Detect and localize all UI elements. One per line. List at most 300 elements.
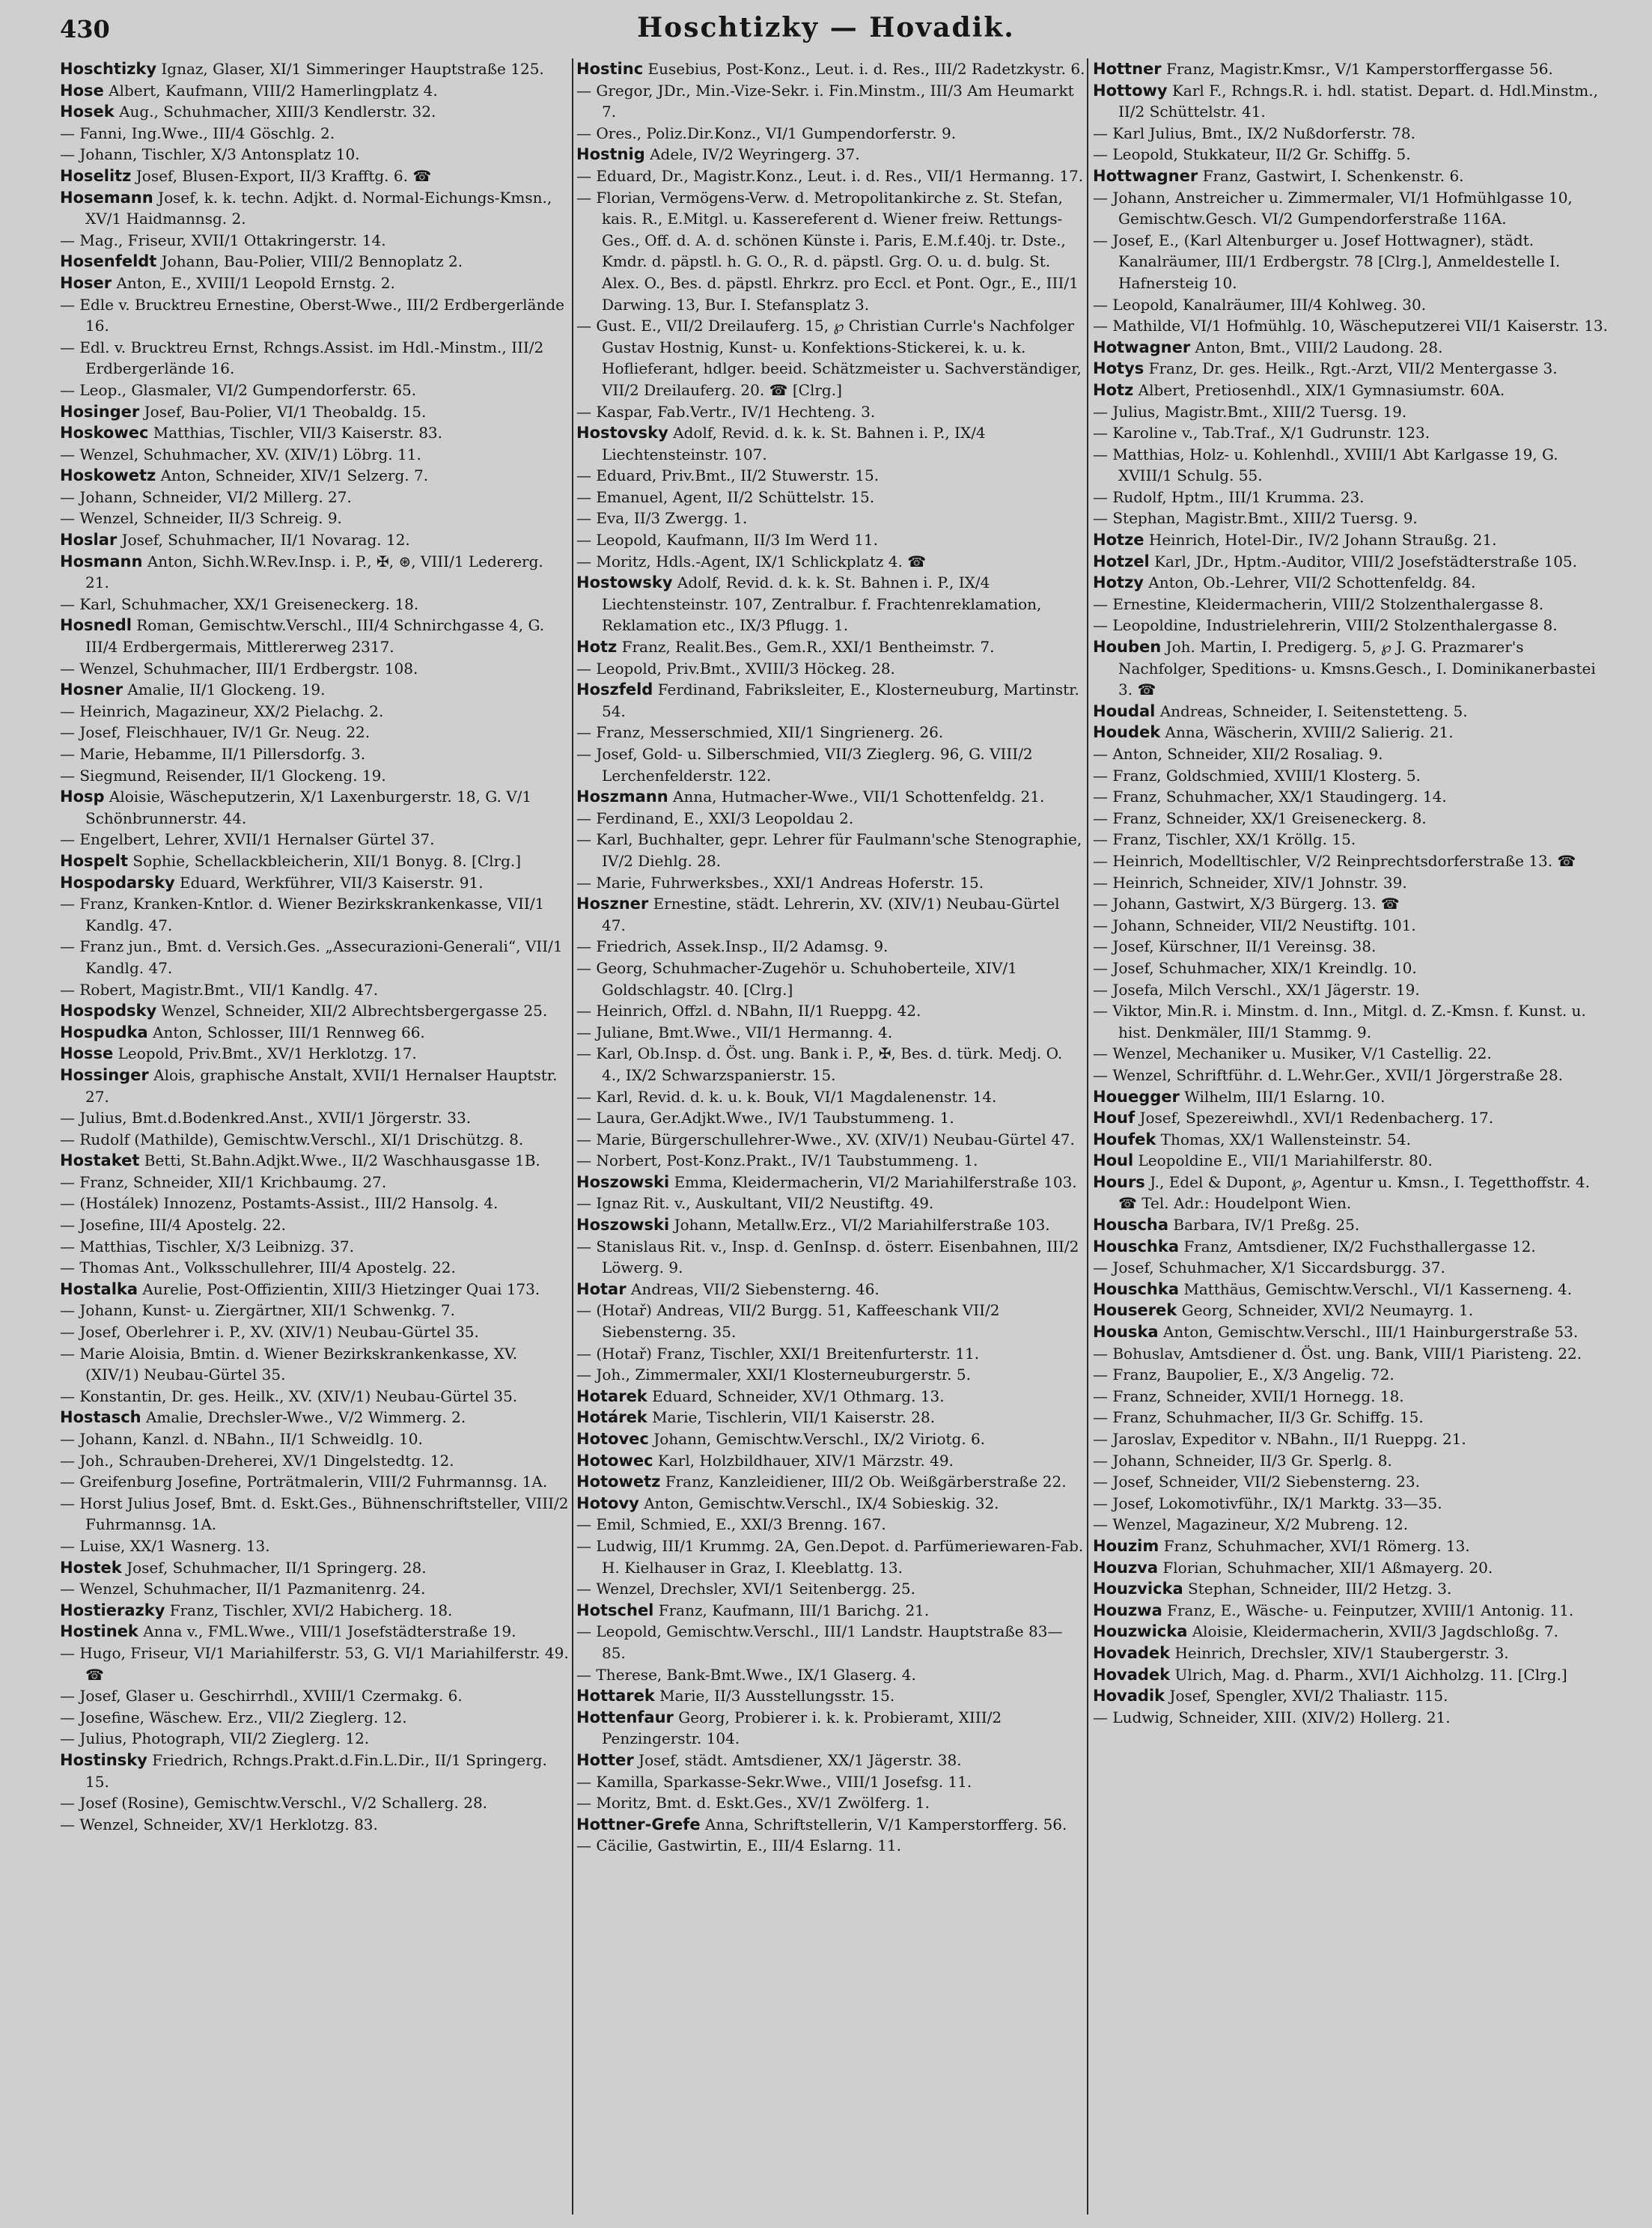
entry-details: Anna, Wäscherin, XVIII/2 Salierig. 21. — [1160, 723, 1454, 742]
directory-entry — [576, 829, 1085, 871]
directory-entry — [576, 1150, 1085, 1172]
directory-entry — [60, 893, 569, 936]
directory-entry — [60, 551, 569, 594]
directory-entry — [60, 701, 569, 722]
entry-details: — Leopold, Stukkateur, II/2 Gr. Schiffg. 5. — [1093, 145, 1411, 164]
entry-details: Anna, Hutmacher-Wwe., VII/1 Schottenfeldg. 21. — [668, 788, 1045, 806]
directory-entry — [1093, 743, 1609, 765]
directory-entry — [576, 1428, 1085, 1450]
directory-entry — [1093, 1514, 1609, 1535]
directory-entry — [60, 765, 569, 787]
directory-entry — [576, 1343, 1085, 1365]
directory-entry — [576, 572, 1085, 636]
entry-details: Andreas, Schneider, I. Seitenstetteng. 5. — [1155, 701, 1468, 720]
entry-details: Thomas, XX/1 Wallensteinstr. 54. — [1156, 1130, 1411, 1148]
entry-details: Adolf, Revid. d. k. k. St. Bahnen i. P., IX/4 Liechtensteinstr. 107. — [602, 424, 986, 463]
entry-details: — Heinrich, Schneider, XIV/1 Johnstr. 39. — [1093, 873, 1407, 892]
entry-details: — Georg, Schuhmacher-Zugehör u. Schuhoberteile, XIV/1 Goldschlagstr. 40. [Clrg.] — [576, 958, 1017, 999]
entry-details: Franz, Tischler, XVI/2 Habicherg. 18. — [165, 1601, 453, 1619]
entry-details: — Johann, Schneider, II/3 Gr. Sperlg. 8. — [1093, 1451, 1392, 1470]
directory-entry — [1093, 786, 1609, 808]
entry-details: — Leopold, Kanalräumer, III/4 Kohlweg. 30. — [1093, 295, 1427, 314]
entry-details: — Franz jun., Bmt. d. Versich.Ges. „Assecurazioni-Generali“, VII/1 Kandlg. 47. — [60, 937, 563, 977]
entry-details: — Matthias, Tischler, X/3 Leibnizg. 37. — [60, 1237, 354, 1255]
entry-details: Wilhelm, III/1 Eslarng. 10. — [1179, 1087, 1386, 1106]
entry-details: — Josef, Schuhmacher, X/1 Siccardsburgg. 37. — [1093, 1258, 1445, 1277]
entry-details: — Edl. v. Brucktreu Ernst, Rchngs.Assist. im Hdl.-Minstm., III/2 Erdbergerlände 16. — [60, 338, 544, 378]
entry-surname: Hosenfeldt — [60, 252, 157, 271]
directory-entry — [576, 422, 1085, 465]
directory-entry — [60, 508, 569, 529]
entry-details: — Eduard, Dr., Magistr.Konz., Leut. i. d. Res., VII/1 Hermanng. 17. — [576, 166, 1084, 185]
entry-details: — Ludwig, III/1 Krummg. 2A, Gen.Depot. d. Parfümeriewaren-Fab. H. Kielhauser in Graz, I. Kleeblattg. 13. — [576, 1536, 1084, 1577]
directory-entry — [60, 465, 569, 487]
entry-details: Franz, Dr. ges. Heilk., Rgt.-Arzt, VII/2 Mentergasse 3. — [1144, 359, 1558, 378]
entry-details: Anna, Schriftstellerin, V/1 Kamperstorfferg. 56. — [700, 1815, 1067, 1833]
directory-entry — [576, 1407, 1085, 1428]
directory-entry — [576, 786, 1085, 808]
entry-details: Anton, Schlosser, III/1 Rennweg 66. — [147, 1023, 425, 1041]
entry-surname: Hotzel — [1093, 552, 1150, 570]
directory-entry — [60, 1750, 569, 1792]
entry-details: — Joh., Schrauben-Dreherei, XV/1 Dingelstedtg. 12. — [60, 1451, 454, 1470]
entry-surname: Hospodarsky — [60, 873, 175, 892]
directory-entry — [1093, 1343, 1609, 1365]
directory-entry — [1093, 1236, 1609, 1258]
entry-details: — Thomas Ant., Volksschullehrer, III/4 Apostelg. 22. — [60, 1258, 456, 1277]
entry-surname: Hovadek — [1093, 1643, 1171, 1662]
entry-details: — Heinrich, Magazineur, XX/2 Pielachg. 2. — [60, 701, 384, 720]
entry-details: — (Hotař) Franz, Tischler, XXI/1 Breitenfurterstr. 11. — [576, 1344, 980, 1363]
entry-details: — Johann, Anstreicher u. Zimmermaler, VI/1 Hofmühlgasse 10, Gemischtw.Gesch. VI/2 Gumpendorferstraße 116A. — [1093, 188, 1573, 228]
directory-entry — [576, 1107, 1085, 1129]
directory-entry — [60, 1300, 569, 1321]
directory-entry — [576, 401, 1085, 423]
entry-surname: Houfek — [1093, 1130, 1156, 1148]
entry-details: — Wenzel, Mechaniker u. Musiker, V/1 Castellig. 22. — [1093, 1044, 1492, 1063]
directory-entry — [1093, 294, 1609, 316]
entry-details: — Josef, Glaser u. Geschirrhdl., XVIII/1 Czermakg. 6. — [60, 1687, 463, 1705]
directory-entry — [1093, 144, 1609, 165]
directory-entry — [1093, 358, 1609, 380]
directory-entry — [576, 165, 1085, 187]
entry-details: — Ignaz Rit. v., Auskultant, VII/2 Neustiftg. 49. — [576, 1194, 934, 1213]
directory-entry — [1093, 722, 1609, 743]
entry-surname: Hose — [60, 81, 104, 100]
entry-details: Franz, Gastwirt, I. Schenkenstr. 6. — [1198, 166, 1464, 185]
entry-surname: Hoskowetz — [60, 466, 156, 485]
entry-surname: Hospudka — [60, 1023, 148, 1041]
entry-details: — (Hostálek) Innozenz, Postamts-Assist., III/2 Hansolg. 4. — [60, 1194, 499, 1213]
directory-entry — [576, 1535, 1085, 1578]
entry-details: — Johann, Kanzl. d. NBahn., II/1 Schweidlg. 10. — [60, 1430, 423, 1448]
directory-entry — [60, 743, 569, 765]
entry-details: — Leop., Glasmaler, VI/2 Gumpendorferstr. 65. — [60, 380, 417, 399]
entry-surname: Hottner-Grefe — [576, 1815, 701, 1833]
directory-entry — [576, 1364, 1085, 1386]
directory-entry — [60, 1600, 569, 1622]
entry-details: — Laura, Ger.Adjkt.Wwe., IV/1 Taubstummeng. 1. — [576, 1109, 954, 1127]
directory-entry — [1093, 808, 1609, 830]
entry-details: — Luise, XX/1 Wasnerg. 13. — [60, 1536, 270, 1555]
directory-entry — [1093, 1578, 1609, 1600]
entry-details: — Cäcilie, Gastwirtin, E., III/4 Eslarng. 11. — [576, 1836, 901, 1855]
directory-entry — [1093, 1685, 1609, 1707]
entry-details: Anton, Gemischtw.Verschl., IX/4 Sobieskig. 32. — [638, 1494, 999, 1512]
entry-surname: Houschka — [1093, 1279, 1179, 1298]
entry-surname: Hosinger — [60, 402, 140, 421]
directory-entry — [1093, 594, 1609, 615]
directory-entry — [60, 1643, 569, 1685]
entry-details: — Leopold, Kaufmann, II/3 Im Werd 11. — [576, 531, 878, 550]
entry-details: — Wenzel, Drechsler, XVI/1 Seitenbergg. 25. — [576, 1580, 915, 1598]
entry-surname: Hosp — [60, 788, 105, 806]
entry-details: Ulrich, Mag. d. Pharm., XVI/1 Aichholzg. 11. [Clrg.] — [1170, 1665, 1567, 1684]
entry-details: — Fanni, Ing.Wwe., III/4 Göschlg. 2. — [60, 124, 335, 142]
entry-details: — Ferdinand, E., XXI/3 Leopoldau 2. — [576, 809, 854, 827]
entry-details: Karl, Holzbildhauer, XIV/1 Märzstr. 49. — [653, 1451, 954, 1470]
entry-details: — Franz, Tischler, XX/1 Kröllg. 15. — [1093, 830, 1356, 849]
entry-details: — Marie, Bürgerschullehrer-Wwe., XV. (XIV/1) Neubau-Gürtel 47. — [576, 1130, 1075, 1148]
directory-entry — [1093, 701, 1609, 722]
directory-entry — [1093, 1043, 1609, 1065]
directory-entry — [576, 487, 1085, 508]
entry-details: Heinrich, Hotel-Dir., IV/2 Johann Straußg. 21. — [1144, 531, 1497, 550]
directory-entry — [576, 636, 1085, 658]
directory-entry — [576, 1792, 1085, 1814]
directory-entry — [60, 615, 569, 657]
directory-entry — [576, 1236, 1085, 1279]
entry-details: Matthäus, Gemischtw.Verschl., VI/1 Kasserneng. 4. — [1179, 1279, 1573, 1298]
entry-surname: Houegger — [1093, 1087, 1180, 1106]
entry-details: — Julius, Photograph, VII/2 Zieglerg. 12. — [60, 1729, 370, 1748]
directory-entry — [1093, 1600, 1609, 1622]
entry-details: — Josef, Schuhmacher, XIX/1 Kreindlg. 10. — [1093, 958, 1417, 977]
directory-entry — [60, 1386, 569, 1407]
directory-entry — [576, 1300, 1085, 1342]
directory-entry — [1093, 1428, 1609, 1450]
entry-details: — Johann, Gastwirt, X/3 Bürgerg. 13. ☎ — [1093, 895, 1400, 913]
directory-entry — [60, 1193, 569, 1214]
entry-details: — Stanislaus Rit. v., Insp. d. GenInsp. d. österr. Eisenbahnen, III/2 Löwerg. 9. — [576, 1237, 1079, 1277]
directory-entry — [60, 1150, 569, 1172]
entry-details: — Karl, Ob.Insp. d. Öst. ung. Bank i. P., ✠, Bes. d. türk. Medj. O. 4., IX/2 Schwarzspanierstr. 15. — [576, 1044, 1063, 1084]
entry-details: — Heinrich, Offzl. d. NBahn, II/1 Rueppg. 42. — [576, 1002, 921, 1020]
entry-surname: Hoszowski — [576, 1172, 670, 1191]
entry-details: — Franz, Goldschmied, XVIII/1 Klosterg. 5. — [1093, 766, 1421, 785]
entry-details: Anton, Sichh.W.Rev.Insp. i. P., ✠, ⊛, VIII/1 Ledererg. 21. — [85, 552, 543, 592]
entry-details: Aloisie, Wäscheputzerin, X/1 Laxenburgerstr. 18, G. V/1 Schönbrunnerstr. 44. — [85, 788, 532, 827]
entry-details: — Franz, Messerschmied, XII/1 Singrienerg. 26. — [576, 723, 944, 742]
directory-entry — [60, 786, 569, 829]
entry-details: — Friedrich, Assek.Insp., II/2 Adamsg. 9. — [576, 937, 889, 956]
page-number: 430 — [60, 15, 110, 43]
column-divider — [572, 58, 573, 2215]
directory-entry — [1093, 1172, 1609, 1214]
entry-details: Ignaz, Glaser, XI/1 Simmeringer Hauptstraße 125. — [156, 60, 544, 78]
entry-surname: Houzim — [1093, 1536, 1159, 1555]
entry-details: Josef, Spengler, XVI/2 Thaliastr. 115. — [1165, 1687, 1448, 1705]
running-title: Hoschtizky — Hovadik. — [637, 12, 1015, 43]
directory-entry — [60, 1792, 569, 1814]
directory-entry — [60, 1214, 569, 1236]
directory-entry — [576, 58, 1085, 80]
entry-details: — Wenzel, Schuhmacher, III/1 Erdbergstr. 108. — [60, 659, 418, 678]
entry-surname: Houdal — [1093, 701, 1156, 720]
directory-entry — [1093, 508, 1609, 529]
entry-surname: Hostierazky — [60, 1601, 165, 1619]
directory-entry — [60, 1107, 569, 1129]
directory-entry — [60, 850, 569, 872]
entry-details: Karl F., Rchngs.R. i. hdl. statist. Depart. d. Hdl.Minstm., II/2 Schüttelstr. 41. — [1118, 81, 1598, 121]
entry-details: — Josefine, III/4 Apostelg. 22. — [60, 1216, 286, 1235]
entry-details: Josef, städt. Amtsdiener, XX/1 Jägerstr. 38. — [633, 1750, 962, 1769]
directory-entry — [576, 315, 1085, 401]
entry-details: — Hugo, Friseur, VI/1 Mariahilferstr. 53, G. VI/1 Mariahilferstr. 49. ☎ — [60, 1643, 569, 1684]
entry-details: — Karl, Buchhalter, gepr. Lehrer für Faulmann'sche Stenographie, IV/2 Diehlg. 28. — [576, 830, 1082, 870]
directory-entry — [60, 979, 569, 1001]
directory-entry — [1093, 1471, 1609, 1493]
entry-surname: Houf — [1093, 1109, 1136, 1127]
directory-entry — [576, 1771, 1085, 1793]
entry-details: Albert, Kaufmann, VIII/2 Hamerlingplatz 4. — [103, 81, 438, 100]
directory-entry — [60, 1000, 569, 1022]
entry-surname: Hosner — [60, 681, 124, 699]
directory-entry — [1093, 1493, 1609, 1515]
directory-entry — [1093, 401, 1609, 423]
entry-surname: Hoselitz — [60, 166, 132, 185]
directory-entry — [60, 1557, 569, 1579]
directory-entry — [1093, 1621, 1609, 1643]
directory-entry — [576, 1279, 1085, 1300]
entry-details: Friedrich, Rchngs.Prakt.d.Fin.L.Dir., II/1 Springerg. 15. — [85, 1750, 547, 1791]
directory-entry — [1093, 123, 1609, 144]
entry-surname: Hovadik — [1093, 1687, 1165, 1705]
directory-entry — [576, 1043, 1085, 1086]
directory-entry — [576, 123, 1085, 144]
directory-entry — [60, 422, 569, 444]
entry-surname: Hotzy — [1093, 573, 1144, 592]
directory-entry — [1093, 422, 1609, 444]
directory-entry — [60, 294, 569, 337]
directory-entry — [576, 144, 1085, 165]
entry-surname: Hosmann — [60, 552, 143, 570]
entry-details: — Norbert, Post-Konz.Prakt., IV/1 Taubstummeng. 1. — [576, 1151, 978, 1170]
directory-entry — [60, 1685, 569, 1707]
entry-surname: Hoser — [60, 273, 112, 292]
directory-entry — [576, 722, 1085, 743]
directory-entry — [1093, 765, 1609, 787]
entry-surname: Hotze — [1093, 531, 1144, 550]
entry-surname: Houzvicka — [1093, 1580, 1183, 1598]
directory-entry — [576, 743, 1085, 786]
entry-details: — Edle v. Brucktreu Ernestine, Oberst-Wwe., III/2 Erdbergerlände 16. — [60, 295, 564, 335]
entry-surname: Houzva — [1093, 1558, 1159, 1577]
directory-entry — [1093, 187, 1609, 230]
entry-details: — Wenzel, Schriftführ. d. L.Wehr.Ger., XVII/1 Jörgerstraße 28. — [1093, 1065, 1563, 1084]
directory-entry — [576, 936, 1085, 958]
entry-details: — Josef, Fleischhauer, IV/1 Gr. Neug. 22. — [60, 723, 371, 742]
entry-details: Franz, E., Wäsche- u. Feinputzer, XVIII/1 Antonig. 11. — [1162, 1601, 1574, 1619]
directory-entry — [1093, 1321, 1609, 1343]
entry-details: — Anton, Schneider, XII/2 Rosaliag. 9. — [1093, 745, 1383, 763]
directory-entry — [60, 722, 569, 743]
directory-entry — [1093, 58, 1609, 80]
entry-details: Betti, St.Bahn.Adjkt.Wwe., II/2 Waschhausgasse 1B. — [139, 1151, 540, 1170]
entry-details: — Karl Julius, Bmt., IX/2 Nußdorferstr. 78. — [1093, 124, 1415, 142]
entry-surname: Hossinger — [60, 1065, 149, 1084]
directory-entry — [60, 1621, 569, 1643]
entry-surname: Houben — [1093, 638, 1162, 657]
entry-surname: Hottwagner — [1093, 166, 1198, 185]
entry-details: — Franz, Schneider, XII/1 Krichbaumg. 27. — [60, 1172, 387, 1191]
directory-entry — [60, 401, 569, 423]
entry-surname: Houscha — [1093, 1216, 1169, 1235]
directory-entry — [576, 551, 1085, 573]
entry-surname: Hotwagner — [1093, 338, 1191, 356]
entry-details: Josef, Bau-Polier, VI/1 Theobaldg. 15. — [139, 402, 427, 421]
directory-entry — [60, 1707, 569, 1729]
page-header — [0, 0, 1652, 52]
entry-details: Aloisie, Kleidermacherin, XVII/3 Jagdschloßg. 7. — [1187, 1622, 1558, 1641]
directory-entry — [1093, 1535, 1609, 1557]
entry-details: — Ludwig, Schneider, XIII. (XIV/2) Hollerg. 21. — [1093, 1708, 1451, 1726]
directory-entry — [60, 187, 569, 230]
directory-entry — [60, 872, 569, 894]
directory-entry — [1093, 551, 1609, 573]
entry-details: Adolf, Revid. d. k. k. St. Bahnen i. P., IX/4 Liechtensteinstr. 107, Zentralbur. f. Frachtenreklamation, Reklamation etc., IX/3 Pflugg. 1. — [602, 573, 1042, 635]
directory-entry — [576, 529, 1085, 551]
entry-surname: Hoschtizky — [60, 60, 157, 78]
directory-entry — [60, 1814, 569, 1836]
directory-entry — [1093, 1065, 1609, 1086]
entry-surname: Hours — [1093, 1172, 1145, 1191]
entry-details: Ferdinand, Fabriksleiter, E., Klosterneuburg, Martinstr. 54. — [602, 681, 1079, 720]
entry-details: Barbara, IV/1 Preßg. 25. — [1168, 1216, 1360, 1235]
directory-entry — [1093, 1129, 1609, 1151]
entry-surname: Hostovsky — [576, 424, 668, 442]
directory-entry — [60, 230, 569, 252]
entry-details: — Rudolf (Mathilde), Gemischtw.Verschl., XI/1 Drischützg. 8. — [60, 1130, 524, 1148]
directory-entry — [60, 101, 569, 123]
entry-details: Franz, Schuhmacher, XVI/1 Römerg. 13. — [1159, 1536, 1470, 1555]
directory-entry — [1093, 1279, 1609, 1300]
entry-surname: Hottowy — [1093, 81, 1168, 100]
entry-details: — Josef (Rosine), Gemischtw.Verschl., V/2 Schallerg. 28. — [60, 1794, 488, 1812]
directory-entry — [576, 893, 1085, 936]
entry-details: — Leopold, Gemischtw.Verschl., III/1 Landstr. Hauptstraße 83—85. — [576, 1622, 1063, 1662]
entry-surname: Hospelt — [60, 851, 129, 870]
directory-entry — [60, 1471, 569, 1493]
entry-details: — Heinrich, Modelltischler, V/2 Reinprechtsdorferstraße 13. ☎ — [1093, 851, 1576, 870]
entry-details: Franz, Realit.Bes., Gem.R., XXI/1 Bentheimstr. 7. — [617, 638, 995, 657]
entry-details: Anton, Schneider, XIV/1 Selzerg. 7. — [156, 466, 429, 485]
directory-entry — [60, 1407, 569, 1428]
entry-details: Karl, JDr., Hptm.-Auditor, VIII/2 Josefstädterstraße 105. — [1149, 552, 1577, 570]
entry-details: Marie, II/3 Ausstellungsstr. 15. — [654, 1687, 895, 1705]
entry-details: — Emanuel, Agent, II/2 Schüttelstr. 15. — [576, 487, 875, 506]
entry-details: — Josef, Kürschner, II/1 Vereinsg. 38. — [1093, 937, 1377, 956]
directory-entry — [1093, 1214, 1609, 1236]
directory-entry — [576, 658, 1085, 680]
entry-details: Amalie, Drechsler-Wwe., V/2 Wimmerg. 2. — [141, 1408, 466, 1427]
column-2 — [576, 58, 1085, 2215]
entry-surname: Hoszowski — [576, 1216, 670, 1235]
entry-details: Anton, Gemischtw.Verschl., III/1 Hainburgerstraße 53. — [1158, 1323, 1579, 1342]
directory-entry — [1093, 872, 1609, 894]
entry-details: — Leopoldine, Industrielehrerin, VIII/2 Stolzenthalergasse 8. — [1093, 616, 1558, 635]
directory-entry — [60, 529, 569, 551]
directory-entry — [576, 958, 1085, 1000]
entry-surname: Hotarek — [576, 1387, 647, 1405]
entry-details: — Marie Aloisia, Bmtin. d. Wiener Bezirkskrankenkasse, XV. (XIV/1) Neubau-Gürtel 35. — [60, 1344, 518, 1384]
entry-details: — Karoline v., Tab.Traf., X/1 Gudrunstr. 123. — [1093, 424, 1430, 442]
entry-details: Anton, Ob.-Lehrer, VII/2 Schottenfeldg. 84. — [1143, 573, 1476, 592]
entry-details: — Horst Julius Josef, Bmt. d. Eskt.Ges., Bühnenschriftsteller, VIII/2 Fuhrmannsg. 1A. — [60, 1494, 569, 1534]
directory-entry — [60, 273, 569, 294]
directory-entry — [576, 1129, 1085, 1151]
directory-entry — [60, 1578, 569, 1600]
entry-details: Josef, k. k. techn. Adjkt. d. Normal-Eichungs-Kmsn., XV/1 Haidmannsg. 2. — [85, 188, 552, 228]
directory-entry — [60, 658, 569, 680]
entry-details: Heinrich, Drechsler, XIV/1 Staubergerstr. 3. — [1170, 1643, 1509, 1662]
directory-entry — [1093, 572, 1609, 594]
entry-surname: Hoszner — [576, 895, 649, 913]
directory-entry — [576, 1685, 1085, 1707]
directory-entry — [1093, 487, 1609, 508]
entry-details: — Robert, Magistr.Bmt., VII/1 Kandlg. 47. — [60, 980, 379, 999]
column-1 — [60, 58, 569, 2215]
directory-entry — [1093, 1300, 1609, 1321]
directory-entry — [576, 1471, 1085, 1493]
entry-details: Anton, Bmt., VIII/2 Laudong. 28. — [1190, 338, 1443, 356]
entry-details: — Therese, Bank-Bmt.Wwe., IX/1 Glaserg. 4. — [576, 1665, 916, 1684]
directory-entry — [1093, 1557, 1609, 1579]
entry-details: Josef, Spezereiwhdl., XVI/1 Redenbacherg. 17. — [1135, 1109, 1494, 1127]
directory-entry — [576, 465, 1085, 487]
entry-details: Johann, Gemischtw.Verschl., IX/2 Viriotg. 6. — [648, 1430, 986, 1448]
entry-details: — Franz, Schuhmacher, XX/1 Staudingerg. 14. — [1093, 788, 1447, 806]
entry-details: — Josef, Gold- u. Silberschmied, VII/3 Zieglerg. 96, G. VIII/2 Lerchenfelderstr. 122. — [576, 745, 1033, 785]
entry-details: Anna v., FML.Wwe., VIII/1 Josefstädterstraße 19. — [138, 1622, 516, 1641]
directory-entry — [576, 679, 1085, 722]
directory-entry — [60, 123, 569, 144]
directory-entry — [1093, 1107, 1609, 1129]
directory-entry — [1093, 529, 1609, 551]
directory-entry — [1093, 1643, 1609, 1664]
directory-entry — [1093, 915, 1609, 937]
entry-surname: Hostinc — [576, 60, 644, 78]
directory-entry — [1093, 979, 1609, 1001]
directory-entry — [1093, 936, 1609, 958]
entry-details: — Josefa, Milch Verschl., XX/1 Jägerstr. 19. — [1093, 980, 1420, 999]
entry-details: — Franz, Schneider, XVII/1 Hornegg. 18. — [1093, 1387, 1404, 1405]
directory-entry — [1093, 1450, 1609, 1472]
entry-details: Eduard, Werkführer, VII/3 Kaiserstr. 91. — [174, 873, 484, 892]
entry-surname: Hottarek — [576, 1687, 655, 1705]
entry-details: Wenzel, Schneider, XII/2 Albrechtsbergergasse 25. — [156, 1002, 548, 1020]
entry-details: Georg, Probierer i. k. k. Probieramt, XIII/2 Penzingerstr. 104. — [602, 1708, 1002, 1748]
directory-entry — [60, 1043, 569, 1065]
directory-entry — [60, 1279, 569, 1300]
entry-details: — Marie, Fuhrwerksbes., XXI/1 Andreas Hoferstr. 15. — [576, 873, 984, 892]
entry-details: Johann, Bau-Polier, VIII/2 Bennoplatz 2. — [156, 252, 463, 271]
entry-details: — Josef, Lokomotivführ., IX/1 Marktg. 33—35. — [1093, 1494, 1442, 1512]
directory-entry — [1093, 1150, 1609, 1172]
entry-details: — Wenzel, Magazineur, X/2 Mubreng. 12. — [1093, 1515, 1409, 1534]
entry-details: — Gregor, JDr., Min.-Vize-Sekr. i. Fin.Minstm., III/3 Am Heumarkt 7. — [576, 81, 1074, 121]
entry-details: Stephan, Schneider, III/2 Hetzg. 3. — [1183, 1580, 1452, 1598]
